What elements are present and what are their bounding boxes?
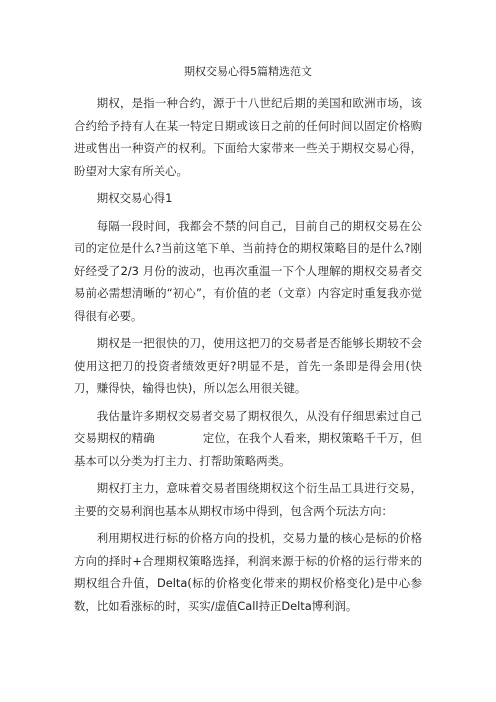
- section-heading: 期权交易心得1: [96, 191, 173, 205]
- paragraph-3-part-a: 我估量许多期权交易者交易了期权很久，从没有仔细思索过自己交易期权的精确: [74, 408, 422, 445]
- document-title: 期权交易心得5篇精选范文: [184, 65, 312, 78]
- paragraph-3: [74, 405, 422, 473]
- paragraph-1: 每隔一段时间，我都会不禁的问自己，目前自己的期权交易在公司的定位是什么?当前这笔下单、当前持仓的期权策略目的是什么?刚好经受了2/3 月份的波动，也再次重温一下个人理解的期权交易者交易前必需想清晰的“初心”，有价值的老（文章）内容定时重复我亦觉得很有必要。: [74, 218, 422, 323]
- paragraph-4: 期权打主力，意味着交易者围绕期权这个衍生品工具进行交易，主要的交易利润也基本从期权市场中得到，包含两个玩法方向：: [74, 481, 422, 518]
- intro-paragraph: 期权，是指一种合约，源于十八世纪后期的美国和欧洲市场，该合约给予持有人在某一特定日期或该日之前的任何时间以固定价格购进或售出一种资产的权利。下面给大家带来一些关于期权交易心得，盼望对大家有所关心。: [74, 96, 422, 178]
- paragraph-5: 利用期权进行标的价格方向的投机，交易力量的核心是标的价格方向的择时+合理期权策略选择，利润来源于标的价格的运行带来的期权组合升值，Delta(标的价格变化带来的期权价格变化)是中心参数，比如看涨标的时，买实/虚值Call持正Delta博利润。: [74, 531, 422, 613]
- paragraph-3-part-b: 定位，在我个人看来，期权策略千千万，但基本可以分类为打主力、打帮助策略两类。: [74, 431, 422, 468]
- paragraph-2: 期权是一把很快的刀，使用这把刀的交易者是否能够长期较不会使用这把刀的投资者绩效更好?明显不是，首先一条即是得会用(快刀，赚得快，输得也快)，所以怎么用很关键。: [74, 336, 422, 395]
